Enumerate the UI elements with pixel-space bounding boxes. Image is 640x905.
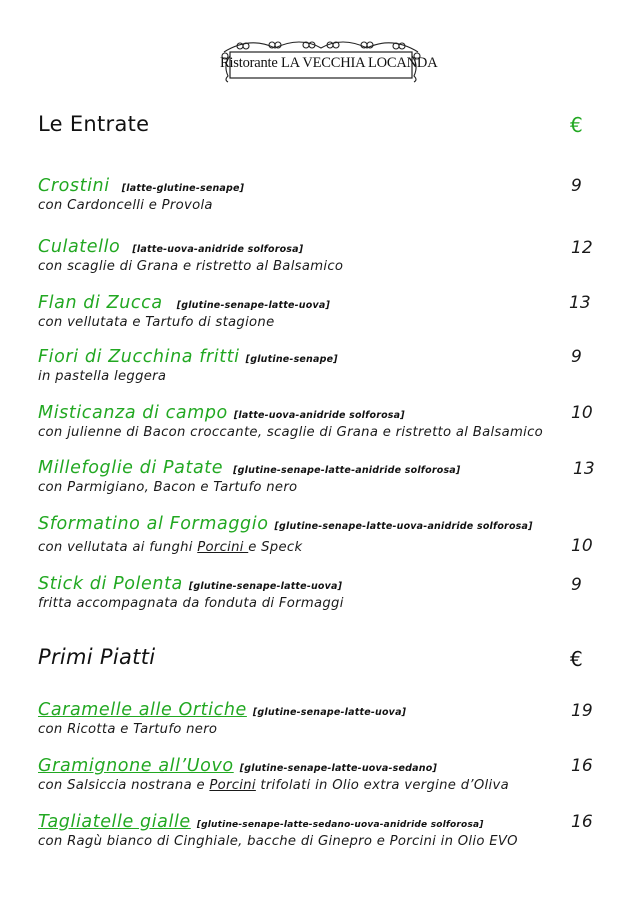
item-description: con scaglie di Grana e ristretto al Balsamico — [38, 259, 344, 274]
item-allergens: [latte-uova-anidride solforosa] — [132, 244, 304, 255]
currency-symbol-entrate: € — [570, 113, 583, 137]
item-name: Gramignone all’Uovo — [38, 756, 234, 776]
item-price: 9 — [571, 176, 582, 196]
porcini-underlined: Porcini — [209, 778, 256, 793]
item-description: con Cardoncelli e Provola — [38, 198, 213, 213]
restaurant-logo — [220, 38, 438, 84]
item-allergens: [glutine-senape-latte-uova] — [176, 300, 331, 311]
menu-item-sformatino — [38, 514, 598, 555]
section-title-entrate: Le Entrate — [38, 112, 150, 136]
menu-item-flan-di-zucca — [38, 293, 598, 330]
item-price: 16 — [571, 756, 593, 776]
item-description: fritta accompagnata da fonduta di Formaggi — [38, 596, 344, 611]
item-description: con vellutata ai funghi Porcini e Speck — [38, 540, 303, 555]
item-description: con Ricotta e Tartufo nero — [38, 722, 218, 737]
item-price: 13 — [569, 293, 591, 313]
currency-symbol-primi: € — [570, 647, 583, 671]
item-price: 10 — [571, 536, 593, 556]
menu-item-fiori-di-zucchina — [38, 347, 598, 384]
item-name: Tagliatelle gialle — [38, 812, 191, 832]
item-description: con Parmigiano, Bacon e Tartufo nero — [38, 480, 298, 495]
logo-text: Ristorante LA VECCHIA LOCANDA — [220, 55, 438, 71]
item-allergens: [glutine-senape-latte-uova-sedano] — [239, 763, 437, 774]
item-name: Flan di Zucca — [38, 293, 163, 313]
item-description: con vellutata e Tartufo di stagione — [38, 315, 275, 330]
item-name: Culatello — [38, 237, 121, 257]
item-allergens: [latte-uova-anidride solforosa] — [233, 410, 405, 421]
item-allergens: [glutine-senape] — [245, 354, 338, 365]
menu-item-stick-di-polenta — [38, 574, 598, 611]
item-name: Caramelle alle Ortiche — [38, 700, 247, 720]
menu-item-gramignone — [38, 756, 598, 793]
item-allergens: [latte-glutine-senape] — [121, 183, 245, 194]
section-title-primi: Primi Piatti — [38, 645, 156, 669]
item-price: 9 — [571, 347, 582, 367]
item-name: Misticanza di campo — [38, 403, 228, 423]
item-allergens: [glutine-senape-latte-uova] — [188, 581, 343, 592]
item-allergens: [glutine-senape-latte-anidride solforosa] — [233, 465, 461, 476]
porcini-underlined: Porcini — [197, 540, 249, 555]
item-name: Fiori di Zucchina fritti — [38, 347, 240, 367]
item-price: 12 — [571, 238, 593, 258]
item-allergens: [glutine-senape-latte-sedano-uova-anidride solforosa] — [196, 820, 484, 830]
item-description: con julienne di Bacon croccante, scaglie di Grana e ristretto al Balsamico — [38, 425, 543, 440]
item-name: Sformatino al Formaggio — [38, 514, 269, 534]
item-price: 13 — [573, 459, 595, 479]
menu-item-crostini — [38, 176, 598, 213]
item-name: Millefoglie di Patate — [38, 458, 224, 478]
item-description: con Salsiccia nostrana e Porcini trifolati in Olio extra vergine d’Oliva — [38, 778, 509, 793]
item-price: 19 — [571, 701, 593, 721]
item-name: Stick di Polenta — [38, 574, 183, 594]
item-description: in pastella leggera — [38, 369, 167, 384]
menu-item-culatello — [38, 237, 598, 274]
menu-item-misticanza — [38, 403, 598, 440]
item-allergens: [glutine-senape-latte-uova] — [252, 707, 407, 718]
item-allergens: [glutine-senape-latte-uova-anidride solforosa] — [274, 521, 533, 532]
item-name: Crostini — [38, 176, 110, 196]
menu-item-tagliatelle — [38, 812, 598, 849]
item-description: con Ragù bianco di Cinghiale, bacche di Ginepro e Porcini in Olio EVO — [38, 834, 518, 849]
menu-item-caramelle — [38, 700, 598, 737]
item-price: 16 — [571, 812, 593, 832]
item-price: 10 — [571, 403, 593, 423]
menu-item-millefoglie — [38, 458, 598, 495]
item-price: 9 — [571, 575, 582, 595]
